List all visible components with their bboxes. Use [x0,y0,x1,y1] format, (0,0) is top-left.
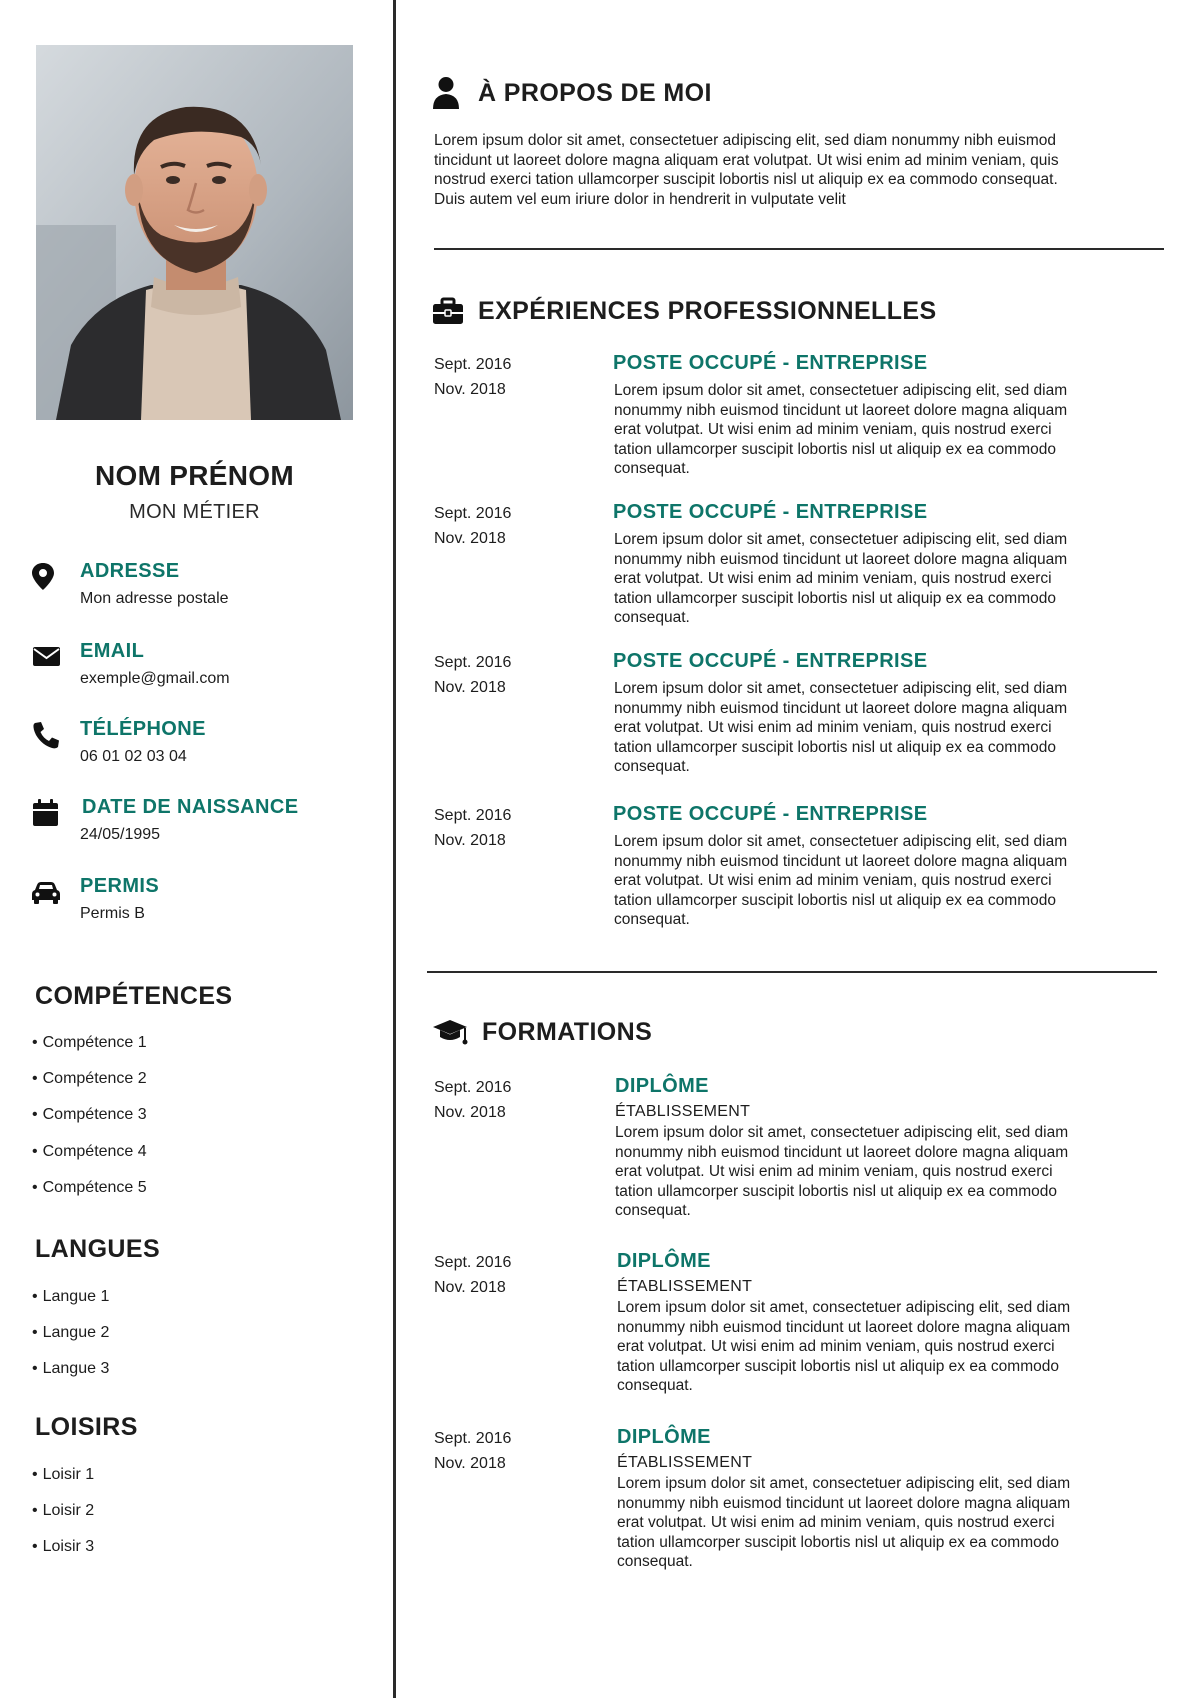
briefcase-icon [432,294,466,328]
entry-end-date: Nov. 2018 [434,1279,506,1296]
skill-item: • Compétence 1 [32,1033,147,1069]
entry-title: DIPLÔME [617,1426,711,1448]
job-title: MON MÉTIER [129,501,260,523]
about-header [432,76,712,110]
entry-title: POSTE OCCUPÉ - ENTREPRISE [613,352,928,374]
skill-item: • Compétence 4 [32,1142,147,1178]
email-value: exemple@gmail.com [80,670,230,687]
entry-title: DIPLÔME [615,1075,709,1097]
languages-title: LANGUES [35,1235,161,1263]
column-divider [393,0,396,1698]
experience-title: EXPÉRIENCES PROFESSIONNELLES [478,296,937,325]
entry-description: Lorem ipsum dolor sit amet, consectetuer adipiscing elit, sed diam nonummy nibh euismod tincidunt ut laoreet dolore magna aliquam erat volutpat. Ut wisi enim ad minim veniam, quis nostrud exerci tation ullamcorper suscipit lobortis nisl ut aliquip ex ea commodo consequat. [615,1124,1069,1220]
entry-description: Lorem ipsum dolor sit amet, consectetuer adipiscing elit, sed diam nonummy nibh euismod tincidunt ut laoreet dolore magna aliquam erat volutpat. Ut wisi enim ad minim veniam, quis nostrud exerci tation ullamcorper suscipit lobortis nisl ut aliquip ex ea commodo consequat. [614,382,1068,478]
entry-end-date: Nov. 2018 [434,381,506,398]
graduation-cap-icon [432,1015,470,1049]
email-label: EMAIL [80,640,145,662]
entry-description: Lorem ipsum dolor sit amet, consectetuer adipiscing elit, sed diam nonummy nibh euismod tincidunt ut laoreet dolore magna aliquam erat volutpat. Ut wisi enim ad minim veniam, quis nostrud exerci tation ullamcorper suscipit lobortis nisl ut aliquip ex ea commodo consequat. [617,1299,1071,1395]
map-pin-icon [30,562,62,592]
skill-item: • Compétence 2 [32,1069,147,1105]
language-item: • Langue 2 [32,1323,109,1359]
address-label: ADRESSE [80,560,180,582]
phone-icon [30,720,62,750]
entry-start-date: Sept. 2016 [434,505,512,522]
full-name: NOM PRÉNOM [95,460,294,491]
entry-description: Lorem ipsum dolor sit amet, consectetuer adipiscing elit, sed diam nonummy nibh euismod tincidunt ut laoreet dolore magna aliquam erat volutpat. Ut wisi enim ad minim veniam, quis nostrud exerci tation ullamcorper suscipit lobortis nisl ut aliquip ex ea commodo consequat. [614,531,1068,627]
address-value: Mon adresse postale [80,590,229,607]
entry-end-date: Nov. 2018 [434,679,506,696]
language-item: • Langue 3 [32,1359,109,1395]
entry-school: ÉTABLISSEMENT [617,1278,753,1295]
entry-start-date: Sept. 2016 [434,356,512,373]
entry-end-date: Nov. 2018 [434,1104,506,1121]
entry-school: ÉTABLISSEMENT [615,1103,751,1120]
birthdate-label: DATE DE NAISSANCE [82,796,299,818]
hobby-item: • Loisir 2 [32,1501,94,1537]
section-divider [434,248,1164,250]
entry-start-date: Sept. 2016 [434,654,512,671]
entry-description: Lorem ipsum dolor sit amet, consectetuer adipiscing elit, sed diam nonummy nibh euismod tincidunt ut laoreet dolore magna aliquam erat volutpat. Ut wisi enim ad minim veniam, quis nostrud exerci tation ullamcorper suscipit lobortis nisl ut aliquip ex ea commodo consequat. [614,680,1068,776]
birthdate-value: 24/05/1995 [80,826,161,843]
entry-end-date: Nov. 2018 [434,832,506,849]
profile-photo [36,45,353,420]
entry-description: Lorem ipsum dolor sit amet, consectetuer adipiscing elit, sed diam nonummy nibh euismod tincidunt ut laoreet dolore magna aliquam erat volutpat. Ut wisi enim ad minim veniam, quis nostrud exerci tation ullamcorper suscipit lobortis nisl ut aliquip ex ea commodo consequat. [614,833,1068,929]
phone-label: TÉLÉPHONE [80,718,206,740]
section-divider [427,971,1157,973]
experience-header [432,294,937,328]
entry-start-date: Sept. 2016 [434,1254,512,1271]
skills-title: COMPÉTENCES [35,982,233,1010]
education-title: FORMATIONS [482,1017,653,1046]
entry-end-date: Nov. 2018 [434,1455,506,1472]
entry-end-date: Nov. 2018 [434,530,506,547]
entry-title: POSTE OCCUPÉ - ENTREPRISE [613,650,928,672]
entry-school: ÉTABLISSEMENT [617,1454,753,1471]
entry-start-date: Sept. 2016 [434,1430,512,1447]
hobby-item: • Loisir 3 [32,1537,94,1573]
entry-title: DIPLÔME [617,1250,711,1272]
envelope-icon [30,642,62,672]
hobbies-title: LOISIRS [35,1413,138,1441]
portrait-illustration [36,45,353,420]
license-label: PERMIS [80,875,160,897]
entry-title: POSTE OCCUPÉ - ENTREPRISE [613,803,928,825]
car-icon [30,877,62,907]
about-text: Lorem ipsum dolor sit amet, consectetuer adipiscing elit, sed diam nonummy nibh euismod tincidunt ut laoreet dolore magna aliquam erat volutpat. Ut wisi enim ad minim veniam, quis nostrud exerci tation ullamcorper suscipit lobortis nisl ut aliquip ex ea commodo consequat. Duis autem vel eum iriure dolor in hendrerit in vulputate velit [434,132,1059,208]
languages-list [32,1287,109,1396]
hobbies-list [32,1465,94,1574]
entry-description: Lorem ipsum dolor sit amet, consectetuer adipiscing elit, sed diam nonummy nibh euismod tincidunt ut laoreet dolore magna aliquam erat volutpat. Ut wisi enim ad minim veniam, quis nostrud exerci tation ullamcorper suscipit lobortis nisl ut aliquip ex ea commodo consequat. [617,1475,1071,1571]
entry-start-date: Sept. 2016 [434,1079,512,1096]
hobby-item: • Loisir 1 [32,1465,94,1501]
license-value: Permis B [80,905,145,922]
entry-start-date: Sept. 2016 [434,807,512,824]
skills-list [32,1033,147,1214]
user-icon [432,76,466,110]
education-header [432,1015,652,1049]
calendar-icon [30,798,62,828]
sidebar [0,0,395,1698]
about-title: À PROPOS DE MOI [478,78,712,107]
skill-item: • Compétence 5 [32,1178,147,1214]
phone-value: 06 01 02 03 04 [80,748,187,765]
skill-item: • Compétence 3 [32,1105,147,1141]
language-item: • Langue 1 [32,1287,109,1323]
entry-title: POSTE OCCUPÉ - ENTREPRISE [613,501,928,523]
